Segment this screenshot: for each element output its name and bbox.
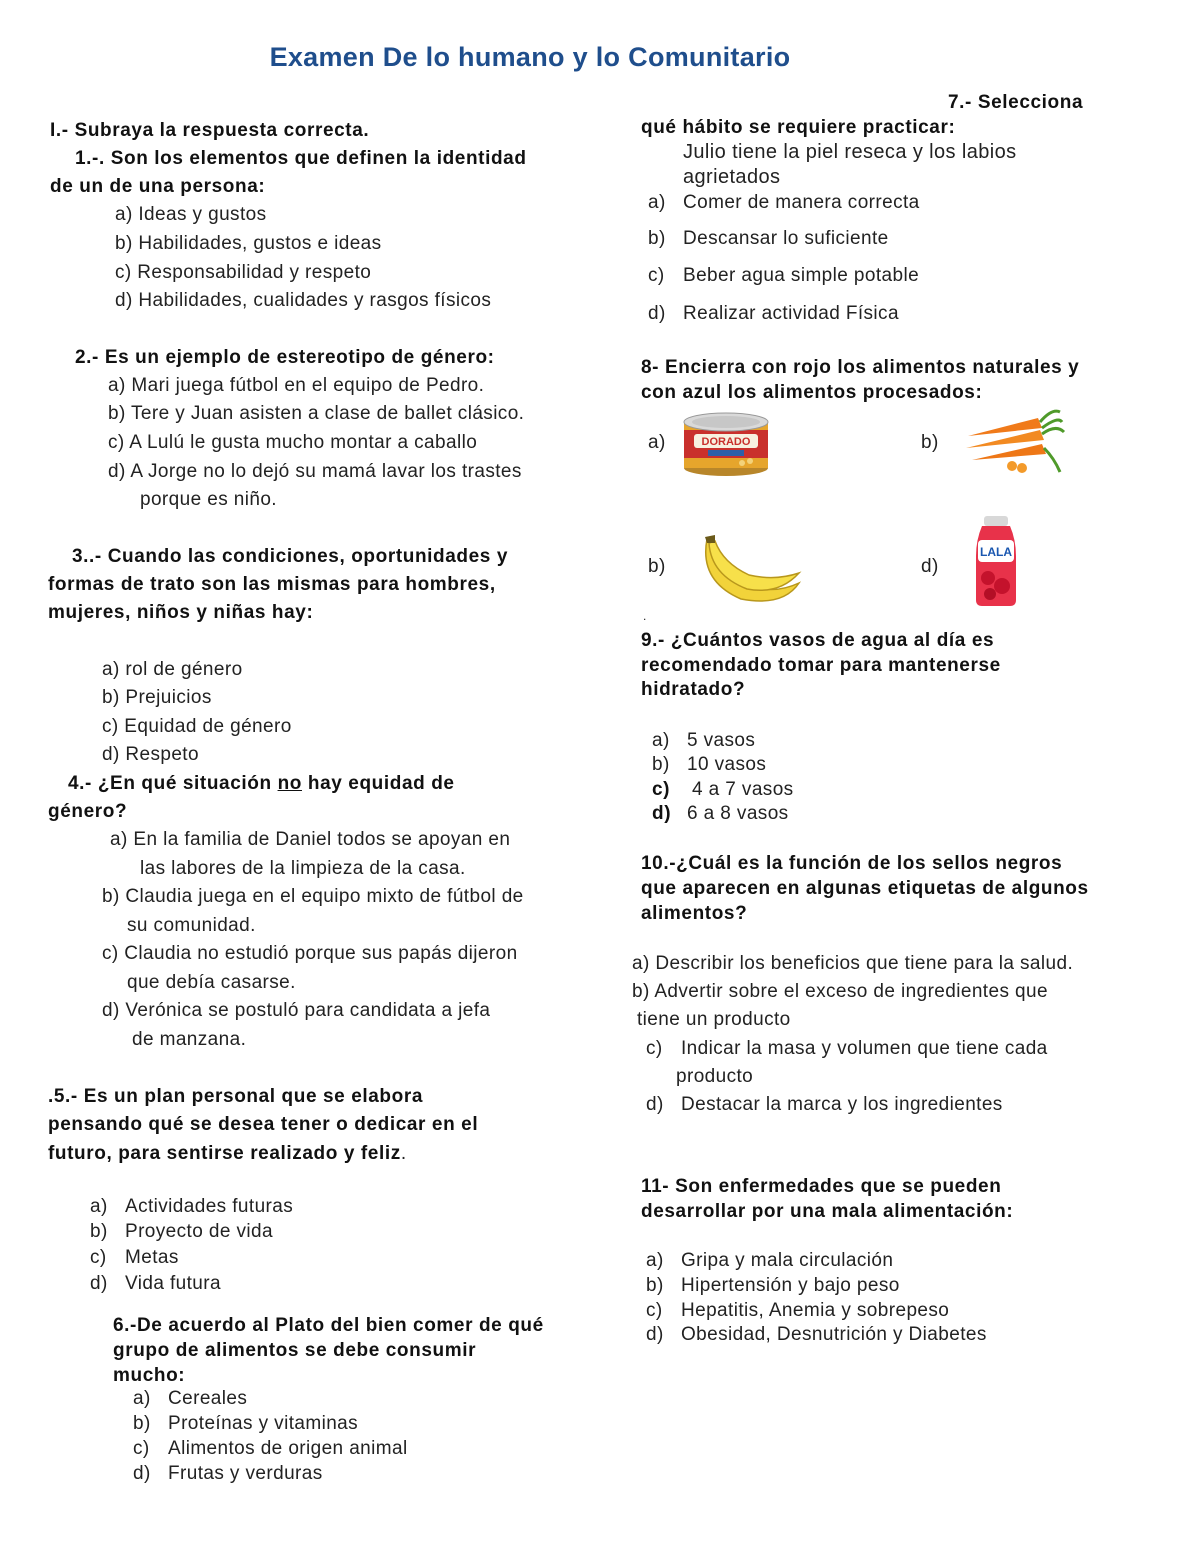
q5-option-letter[interactable]: c) xyxy=(90,1247,107,1268)
q2-option-d-cont[interactable]: porque es niño. xyxy=(140,489,277,510)
q7-option-d[interactable]: Realizar actividad Física xyxy=(683,303,899,324)
q11-option-letter[interactable]: d) xyxy=(646,1324,664,1345)
carrot-slice xyxy=(1007,461,1017,471)
q6-text: 6.-De acuerdo al Plato del bien comer de qué xyxy=(113,1315,544,1336)
q3-option-a[interactable]: a) rol de género xyxy=(102,659,243,680)
q11-option-letter[interactable]: a) xyxy=(646,1250,664,1271)
q9-option-c[interactable]: 4 a 7 vasos xyxy=(692,779,794,800)
strawberry xyxy=(994,578,1010,594)
page-title: Examen De lo humano y lo Comunitario xyxy=(269,42,791,72)
q7-text: 7.- Selecciona xyxy=(948,92,1084,113)
q2-option-a[interactable]: a) Mari juega fútbol en el equipo de Pedro. xyxy=(108,375,485,396)
q5-line3: futuro, para sentirse realizado y feliz xyxy=(48,1143,401,1164)
carrot xyxy=(972,444,1046,460)
q1-option-b[interactable]: b) Habilidades, gustos e ideas xyxy=(115,233,382,254)
q11-option-c[interactable]: Hepatitis, Anemia y sobrepeso xyxy=(681,1300,950,1321)
q6-option-letter[interactable]: c) xyxy=(133,1438,150,1459)
q4-pre: 4.- ¿En qué situación xyxy=(68,773,278,794)
q1-option-a[interactable]: a) Ideas y gustos xyxy=(115,204,267,225)
can-lid-inner xyxy=(692,416,760,428)
q11-text: 11- Son enfermedades que se pueden xyxy=(641,1176,1002,1197)
q10-option-c-cont[interactable]: producto xyxy=(676,1066,754,1087)
q5-option-letter[interactable]: a) xyxy=(90,1196,108,1217)
q11-option-letter[interactable]: c) xyxy=(646,1300,663,1321)
q10-text: 10.-¿Cuál es la función de los sellos negros xyxy=(641,853,1063,874)
carrot-slice xyxy=(1017,463,1027,473)
q6-option-b[interactable]: Proteínas y vitaminas xyxy=(168,1413,359,1434)
q4-underlined: no xyxy=(277,773,302,794)
q9-option-letter[interactable]: d) xyxy=(652,803,672,824)
q6-option-c[interactable]: Alimentos de origen animal xyxy=(168,1438,408,1459)
q1-text: 1.-. Son los elementos que definen la identidad xyxy=(75,148,527,169)
can-dot xyxy=(747,458,753,464)
carrot xyxy=(966,430,1044,448)
q6-option-a[interactable]: Cereales xyxy=(168,1388,248,1409)
q11-text: desarrollar por una mala alimentación: xyxy=(641,1201,1014,1222)
q10-option-a[interactable]: a) Describir los beneficios que tiene para la salud. xyxy=(632,953,1074,974)
q4-option-d[interactable]: d) Verónica se postuló para candidata a jefa xyxy=(102,1000,491,1021)
q10-option-letter[interactable]: c) xyxy=(646,1038,663,1059)
q8-text: 8- Encierra con rojo los alimentos naturales y xyxy=(641,357,1080,378)
q10-option-letter[interactable]: d) xyxy=(646,1094,664,1115)
q9-text: recomendado tomar para mantenerse xyxy=(641,655,1001,676)
q9-text: 9.- ¿Cuántos vasos de agua al día es xyxy=(641,630,995,651)
q10-text: que aparecen en algunas etiquetas de algunos xyxy=(641,878,1089,899)
q6-option-letter[interactable]: d) xyxy=(133,1463,151,1484)
q2-option-d[interactable]: d) A Jorge no lo dejó su mamá lavar los trastes xyxy=(108,461,522,482)
q9-option-d[interactable]: 6 a 8 vasos xyxy=(687,803,789,824)
q2-text: 2.- Es un ejemplo de estereotipo de género: xyxy=(75,347,495,368)
q7-text: qué hábito se requiere practicar: xyxy=(641,117,956,138)
q8-label-a: a) xyxy=(648,432,666,453)
strawberry xyxy=(984,588,996,600)
q7-option-letter[interactable]: a) xyxy=(648,192,666,213)
q6-text: mucho: xyxy=(113,1365,186,1386)
can-dot xyxy=(739,460,745,466)
q3-option-d[interactable]: d) Respeto xyxy=(102,744,199,765)
q9-text: hidratado? xyxy=(641,679,746,700)
q8-text: con azul los alimentos procesados: xyxy=(641,382,983,403)
q1-option-c[interactable]: c) Responsabilidad y respeto xyxy=(115,262,372,283)
can-brand-text: DORADO xyxy=(701,436,751,448)
q5-text: .5.- Es un plan personal que se elabora xyxy=(48,1086,424,1107)
q3-text: formas de trato son las mismas para hombres, xyxy=(48,574,496,595)
q5-line3-end: . xyxy=(400,1143,407,1164)
q9-option-a[interactable]: 5 vasos xyxy=(687,730,756,751)
q7-option-letter[interactable]: c) xyxy=(648,265,665,286)
q4-option-c[interactable]: c) Claudia no estudió porque sus papás dijeron xyxy=(102,943,518,964)
q5-option-d[interactable]: Vida futura xyxy=(125,1273,221,1294)
q10-option-d[interactable]: Destacar la marca y los ingredientes xyxy=(681,1094,1003,1115)
can-stripe xyxy=(708,450,744,456)
q5-option-c[interactable]: Metas xyxy=(125,1247,179,1268)
q10-option-b[interactable]: b) Advertir sobre el exceso de ingredientes que xyxy=(632,981,1048,1002)
q11-option-a[interactable]: Gripa y mala circulación xyxy=(681,1250,894,1271)
q5-option-letter[interactable]: d) xyxy=(90,1273,108,1294)
q7-option-b[interactable]: Descansar lo suficiente xyxy=(683,228,889,249)
q4-option-d-cont[interactable]: de manzana. xyxy=(132,1029,247,1050)
section-heading: I.- Subraya la respuesta correcta. xyxy=(50,120,370,141)
q3-option-b[interactable]: b) Prejuicios xyxy=(102,687,212,708)
q3-text: 3..- Cuando las condiciones, oportunidades y xyxy=(72,546,509,567)
q8-label-d: d) xyxy=(921,556,939,577)
q7-case: agrietados xyxy=(683,166,781,188)
q9-option-letter[interactable]: b) xyxy=(652,754,670,775)
bananas-image[interactable] xyxy=(695,533,805,611)
q10-text: alimentos? xyxy=(641,903,748,924)
q5-text xyxy=(48,1142,407,1166)
q4-text xyxy=(68,772,455,796)
q6-option-letter[interactable]: a) xyxy=(133,1388,151,1409)
q4-option-b-cont[interactable]: su comunidad. xyxy=(127,915,256,936)
yogurt-drink-image[interactable] xyxy=(968,516,1024,608)
carrots-image[interactable] xyxy=(960,404,1066,476)
q8-label-c: b) xyxy=(648,556,666,577)
q10-option-c[interactable]: Indicar la masa y volumen que tiene cada xyxy=(681,1038,1048,1059)
q4-text: género? xyxy=(48,801,128,822)
q3-option-c[interactable]: c) Equidad de género xyxy=(102,716,292,737)
q5-text: pensando qué se desea tener o dedicar en el xyxy=(48,1114,479,1135)
q11-option-letter[interactable]: b) xyxy=(646,1275,664,1296)
q4-option-b[interactable]: b) Claudia juega en el equipo mixto de fútbol de xyxy=(102,886,524,907)
q6-option-letter[interactable]: b) xyxy=(133,1413,151,1434)
tuna-can-image[interactable] xyxy=(680,408,772,478)
q4-option-a-cont[interactable]: las labores de la limpieza de la casa. xyxy=(140,858,466,879)
q7-case: Julio tiene la piel reseca y los labios xyxy=(683,141,1017,163)
q3-text: mujeres, niños y niñas hay: xyxy=(48,602,314,623)
q5-option-b[interactable]: Proyecto de vida xyxy=(125,1221,273,1242)
q5-option-letter[interactable]: b) xyxy=(90,1221,108,1242)
q1-text: de un de una persona: xyxy=(50,176,266,197)
q4-post: hay equidad de xyxy=(301,773,455,794)
q7-option-c[interactable]: Beber agua simple potable xyxy=(683,265,920,286)
q10-option-b-cont[interactable]: tiene un producto xyxy=(637,1009,791,1030)
q7-option-letter[interactable]: b) xyxy=(648,228,666,249)
q2-option-c[interactable]: c) A Lulú le gusta mucho montar a caballo xyxy=(108,432,478,453)
q7-option-letter[interactable]: d) xyxy=(648,303,666,324)
q11-option-b[interactable]: Hipertensión y bajo peso xyxy=(681,1275,900,1296)
q6-text: grupo de alimentos se debe consumir xyxy=(113,1340,477,1361)
q1-option-d[interactable]: d) Habilidades, cualidades y rasgos físicos xyxy=(115,290,492,311)
q11-option-d[interactable]: Obesidad, Desnutrición y Diabetes xyxy=(681,1324,987,1345)
q9-option-letter[interactable]: a) xyxy=(652,730,670,751)
q4-option-c-cont[interactable]: que debía casarse. xyxy=(127,972,296,993)
yogurt-brand-text: LALA xyxy=(980,545,1012,559)
carrot-leaves xyxy=(1040,411,1064,472)
q6-option-d[interactable]: Frutas y verduras xyxy=(168,1463,323,1484)
q8-label-b: b) xyxy=(921,432,939,453)
q4-option-a[interactable]: a) En la familia de Daniel todos se apoyan en xyxy=(110,829,511,850)
q7-option-a[interactable]: Comer de manera correcta xyxy=(683,192,920,213)
q9-option-b[interactable]: 10 vasos xyxy=(687,754,767,775)
q8-dot: . xyxy=(643,609,647,623)
q2-option-b[interactable]: b) Tere y Juan asisten a clase de ballet clásico. xyxy=(108,403,525,424)
bottle-cap xyxy=(984,516,1008,526)
q5-option-a[interactable]: Actividades futuras xyxy=(125,1196,294,1217)
q9-option-letter[interactable]: c) xyxy=(652,779,671,800)
strawberry xyxy=(981,571,995,585)
